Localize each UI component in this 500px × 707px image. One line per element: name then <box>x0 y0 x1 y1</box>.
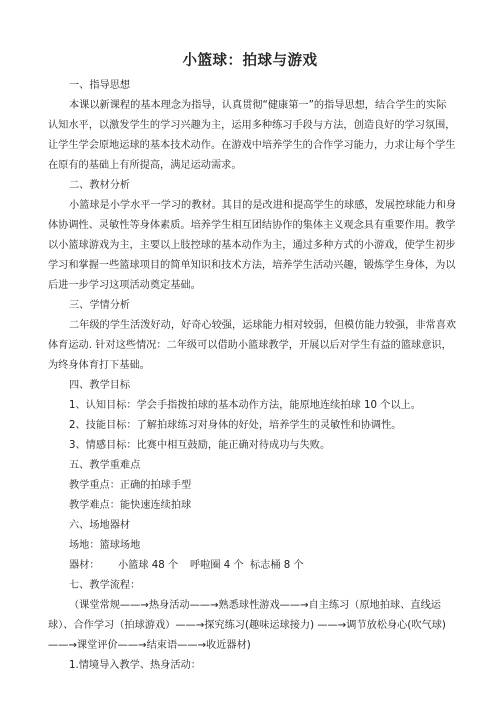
paragraph-line: 学习和掌握一些篮球项目的简单知识和技术方法，培养学生活动兴趣，锻炼学生身体，为以 <box>48 260 456 271</box>
paragraph-line: 以小篮球游戏为主，主要以上肢控球的基本动作为主，通过多种方式的小游戏，使学生初步 <box>48 240 456 251</box>
paragraph-line: 体协调性、灵敏性等身体素质。培养学生相互团结协作的集体主义观念具有重要作用。教学 <box>48 220 456 231</box>
equipment-label: 器材： <box>69 560 100 571</box>
heading-student-analysis: 三、学情分析 <box>69 300 131 311</box>
goal-item-cognitive: 1、认知目标：学会手指拨拍球的基本动作方法，能原地连续拍球 10 个以上。 <box>69 400 421 411</box>
paragraph-line: 体育运动. 针对这些情况：二年级可以借助小篮球教学，开展以后对学生有益的篮球意识， <box>48 340 452 351</box>
document-title: 小篮球：拍球与游戏 <box>182 53 318 69</box>
process-line: （课堂常规——→热身活动——→熟悉球性游戏——→自主练习（原地拍球、直线运 <box>69 600 441 611</box>
paragraph-line: 本课以新课程的基本理念为指导，认真贯彻“健康第一”的指导思想，结合学生的实际 <box>69 100 447 111</box>
heading-guiding-ideology: 一、指导思想 <box>69 80 131 91</box>
paragraph-line: 后进一步学习这项活动奠定基础。 <box>48 280 201 291</box>
key-point: 教学重点：正确的拍球手型 <box>69 480 192 491</box>
subsection-warmup: 1.情境导入教学、热身活动： <box>69 660 201 671</box>
venue-line: 场地：篮球场地 <box>69 540 141 551</box>
difficult-point: 教学难点：能快速连续拍球 <box>69 500 192 511</box>
process-line: ——→课堂评价——→结束语——→收近器材) <box>48 640 251 651</box>
goal-item-emotion: 3、情感目标：比赛中相互鼓励，能正确对待成功与失败。 <box>69 440 331 451</box>
paragraph-line: 小篮球是小学水平一学习的教材。其目的是改进和提高学生的球感，发展控球能力和身 <box>69 200 457 211</box>
paragraph-line: 为终身体育打下基础。 <box>48 360 150 371</box>
equipment-item-hula-hoop: 呼啦圈 4 个 <box>190 560 244 571</box>
equipment-item-cone: 标志桶 8 个 <box>250 560 304 571</box>
paragraph-line: 让学生学会原地运球的基本技术动作。在游戏中培养学生的合作学习能力，力求让每个学生 <box>48 140 456 151</box>
paragraph-line: 二年级的学生活泼好动，好奇心较强，运球能力相对较弱，但模仿能力较强，非常喜欢 <box>69 320 457 331</box>
paragraph-line: 认知水平，以激发学生的学习兴趣为主，运用多种练习手段与方法，创造良好的学习氛围， <box>48 120 456 131</box>
heading-key-difficult-points: 五、教学重难点 <box>69 460 141 471</box>
process-line: 球）、合作学习（拍球游戏）——→探究练习(趣味运球接力) ——→调节放松身心(吹气球) <box>48 620 446 631</box>
heading-teaching-goals: 四、教学目标 <box>69 380 131 391</box>
equipment-item-basketball: 小篮球 48 个 <box>118 560 179 571</box>
goal-item-skill: 2、技能目标：了解拍球练习对身体的好处，培养学生的灵敏性和协调性。 <box>69 420 402 431</box>
heading-venue-equipment: 六、场地器材 <box>69 520 131 531</box>
heading-material-analysis: 二、教材分析 <box>69 180 131 191</box>
paragraph-line: 在原有的基础上有所提高，满足运动需求。 <box>48 160 242 171</box>
heading-teaching-process: 七、教学流程： <box>69 580 141 591</box>
